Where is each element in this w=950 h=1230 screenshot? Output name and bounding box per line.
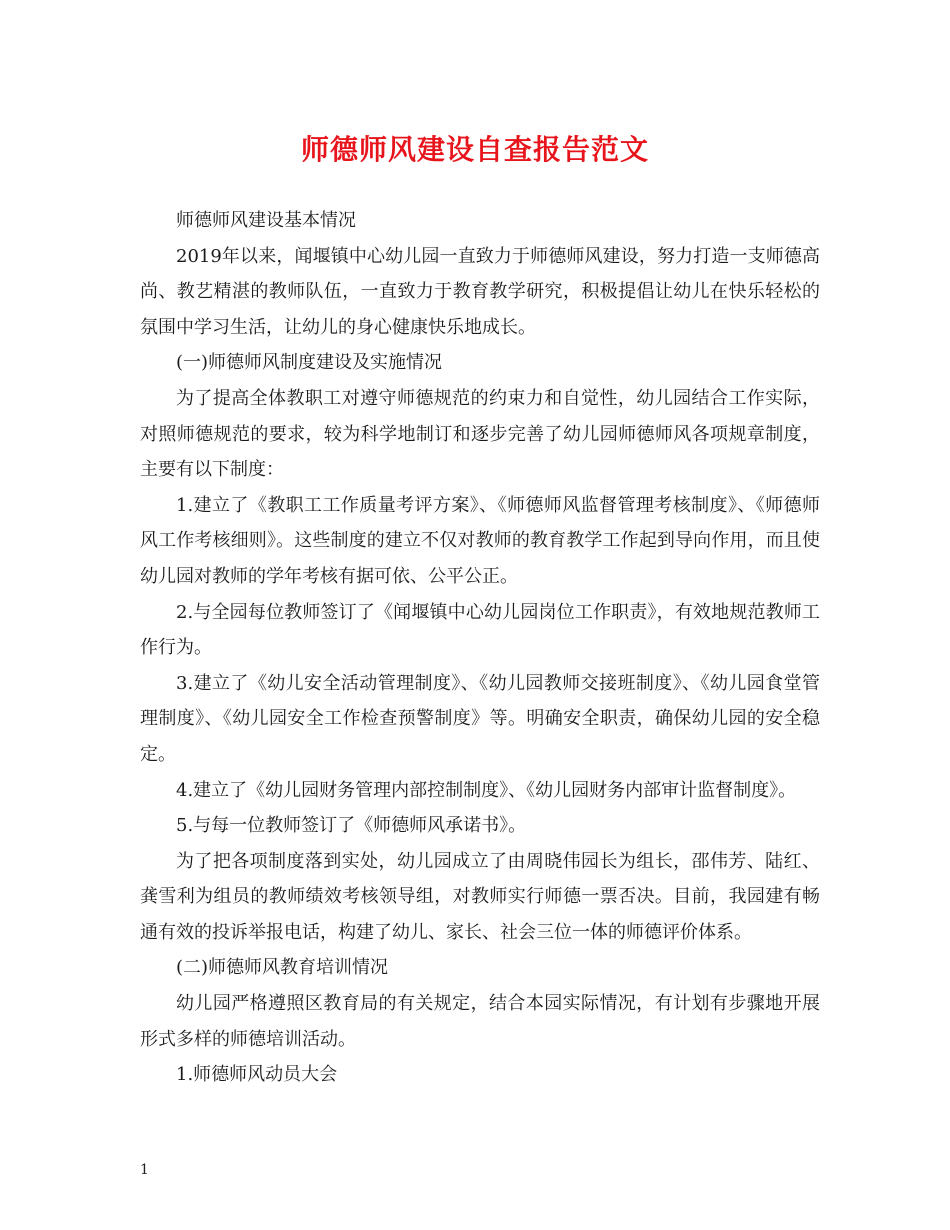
- paragraph-system-intro: 为了提高全体教职工对遵守师德规范的约束力和自觉性，幼儿园结合工作实际，对照师德规范的要求，较为科学地制订和逐步完善了幼儿园师德师风各项规章制度，主要有以下制度：: [140, 387, 820, 481]
- paragraph-section-heading: 师德师风建设基本情况: [176, 210, 356, 231]
- paragraph-training-intro: 幼儿园严格遵照区教育局的有关规定，结合本园实际情况，有计划有步骤地开展形式多样的师德培训活动。: [140, 993, 820, 1050]
- paragraph-item-4: 4.建立了《幼儿园财务管理内部控制制度》、《幼儿园财务内部审计监督制度》。: [176, 779, 797, 801]
- paragraph-item-2: 2.与全园每位教师签订了《闻堰镇中心幼儿园岗位工作职责》，有效地规范教师工作行为。: [140, 601, 820, 659]
- paragraph-item-3: 3.建立了《幼儿安全活动管理制度》、《幼儿园教师交接班制度》、《幼儿园食堂管理制度》、《幼儿园安全工作检查预警制度》等。明确安全职责，确保幼儿园的安全稳定。: [140, 672, 820, 765]
- paragraph-item-5: 5.与每一位教师签订了《师德师风承诺书》。: [176, 815, 527, 837]
- paragraph-training-item-1: 1.师德师风动员大会: [176, 1064, 338, 1086]
- paragraph-implementation: 为了把各项制度落到实处，幼儿园成立了由周晓伟园长为组长，邵伟芳、陆红、龚雪利为组员的教师绩效考核领导组，对教师实行师德一票否决。目前，我园建有畅通有效的投诉举报电话，构建了幼儿、家长、社会三位一体的师德评价体系。: [140, 850, 820, 943]
- document-body: [140, 203, 820, 1093]
- paragraph-subheading-2: (二)师德师风教育培训情况: [176, 957, 389, 979]
- paragraph-intro: 2019年以来，闻堰镇中心幼儿园一直致力于师德师风建设，努力打造一支师德高尚、教艺精湛的教师队伍，一直致力于教育教学研究，积极提倡让幼儿在快乐轻松的氛围中学习生活，让幼儿的身心健康快乐地成长。: [140, 245, 820, 338]
- page-number: 1: [140, 1162, 149, 1178]
- paragraph-item-1: 1.建立了《教职工工作质量考评方案》、《师德师风监督管理考核制度》、《师德师风工作考核细则》。这些制度的建立不仅对教师的教育教学工作起到导向作用，而且使幼儿园对教师的学年考核有据可依、公平公正。: [140, 494, 820, 587]
- paragraph-subheading-1: (一)师德师风制度建设及实施情况: [176, 352, 443, 374]
- document-title: 师德师风建设自查报告范文: [300, 133, 649, 166]
